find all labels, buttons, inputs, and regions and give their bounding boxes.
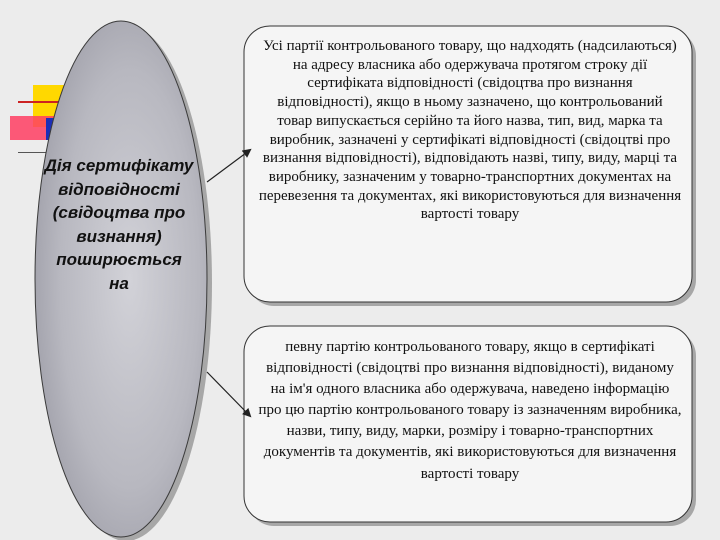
oval-label: Дія сертифікату відповідності (свідоцтва про визнання) поширюється на bbox=[44, 156, 194, 293]
box-bottom-text: певну партію контрольованого товару, якщо в сертифікаті відповідності (свідоцтві про визнання відповідності), виданому на ім'я одного власника або одержувача, наведено інформацію про цю партію контрольованого товару із зазначенням виробника, назви, типу, виду, марки, розміру і товарно-транспортних документів та документів, які використовуються для визначення вартості товару bbox=[258, 339, 682, 482]
box-top-text: Усі партії контрольованого товару, що надходять (надсилаються) на адресу власника або одержувача протягом строку дії сертифіката відповідності (свідоцтва про визнання відповідності), якщо в ньому зазначено, що контрольований товар випускається серійно та його назва, тип, вид, марка та виробник, зазначені у сертифікаті відповідності (свідоцтві про визнання відповідності), відповідають назві, типу, виду, марці та виробнику, зазначеним у товарно-транспортних документах на перевезення та документах, які використовуються для визначення вартості товару bbox=[258, 38, 682, 223]
